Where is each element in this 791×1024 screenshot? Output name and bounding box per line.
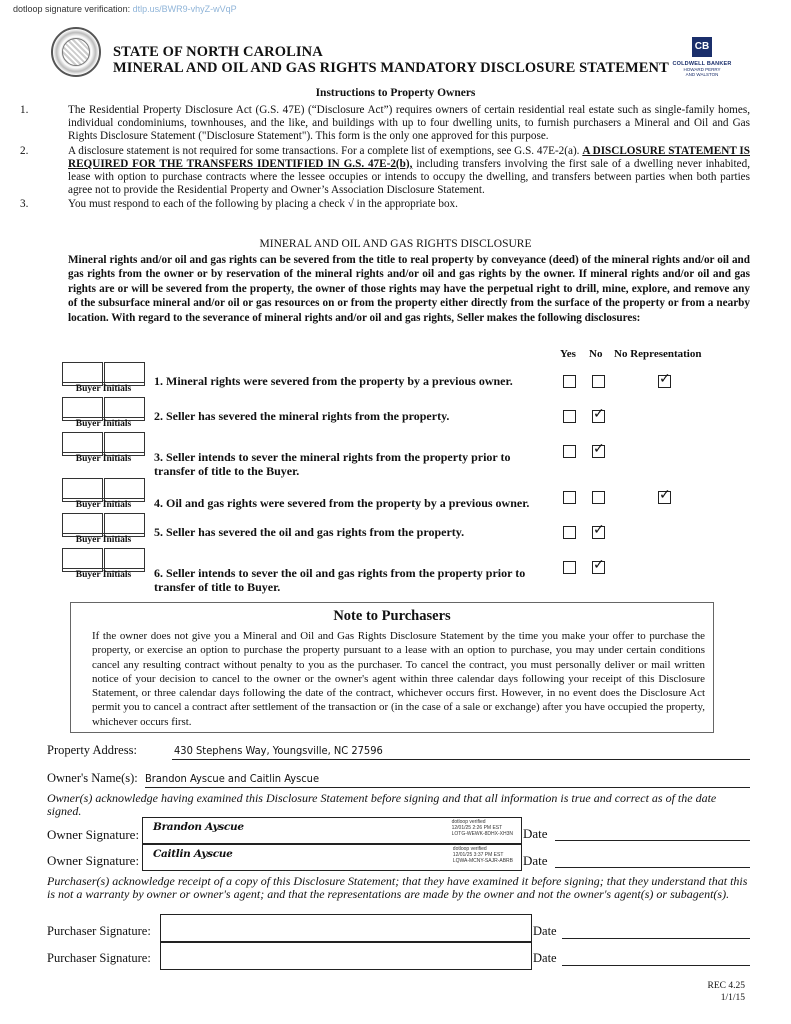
property-address-field[interactable] [172,744,750,760]
verification-link[interactable]: dtlp.us/BWR9-vhyZ-wVqP [132,4,237,14]
owner-date-label-1: Date [523,826,548,841]
instruction-item-1: 1. The Residential Property Disclosure Act (G.S. 47E) (“Disclosure Act”) requires owners of certain residential real estate such as single-family homes, individual condominiums, townhouses, and the like, and buildings with up to four dwelling units, to furnish purchasers a Mineral and Oil and Gas Rights Disclosure Statement ("Disclosure Statement"). This form is the only one approved for this purpose. [20,104,750,143]
buyer-initials [62,397,145,430]
buyer-initials [62,548,145,581]
verification-label: dotloop signature verification: [13,4,131,14]
checkbox-no[interactable] [592,522,605,539]
purchaser-date-label-2: Date [533,951,557,965]
property-address-label: Property Address: [47,743,137,757]
buyer-initials [62,362,145,395]
instruction-item-3: 3. You must respond to each of the following by placing a check √ in the appropriate box. [20,198,458,211]
checkbox-yes[interactable] [563,445,576,458]
column-header-no-representation: No Representation [614,348,702,360]
purchaser-signature-label-1: Purchaser Signature: [47,924,151,938]
page-title [113,44,669,76]
dotloop-verified-stamp-1: dotloop verified 12/01/25 2:26 PM EST LOTG-WEWK-8DHX-XH3N [451,819,513,837]
owner-signature-label-2: Owner Signature: [47,853,140,868]
checkbox-no[interactable] [592,491,605,504]
question-text: 3. Seller intends to sever the mineral rights from the property prior to transfer of title to the Buyer. [154,450,511,478]
checkbox-no-rep[interactable] [658,487,671,504]
question-text: 6. Seller intends to sever the oil and gas rights from the property prior to transfer of title to Buyer. [154,566,526,594]
checkmark-icon: ✓ [659,487,671,503]
buyer-initials-label: Buyer Initials [62,452,145,465]
instruction-item-2: 2. A disclosure statement is not required for some transactions. For a complete list of exemptions, see G.S. 47E-2(a). A DISCLOSURE STATEMENT IS REQUIRED FOR THE TRANSFERS IDENTIFIED IN G.S. 47E-2(b), including transfers involving the first sale of a dwelling never inhabited, lease with option to purchase contracts where the lessee occupies or intends to occupy the dwelling, and transfers between parties when both parties agree not to provide the Residential Property and Owner’s Association Disclosure Statement. [20,144,751,197]
checkbox-yes[interactable] [563,561,576,574]
form-footer [708,980,745,1004]
owners-name-label: Owner's Name(s): [47,771,138,785]
checkbox-no[interactable] [592,375,605,388]
coldwell-banker-logo [657,37,747,77]
checkmark-icon: ✓ [593,557,605,573]
required-transfers-notice: A DISCLOSURE STATEMENT IS REQUIRED FOR THE TRANSFERS IDENTIFIED IN G.S. 47E-2(b), [68,144,750,170]
checkbox-yes[interactable] [563,491,576,504]
purchaser-signature-label-2: Purchaser Signature: [47,951,151,965]
form-revision: 1/1/15 [720,993,745,1003]
dotloop-verified-stamp-2: dotloop verified 12/01/25 3:37 PM EST LQWA-MCNY-SAJR-ABRB [452,846,513,864]
buyer-initials [62,478,145,511]
buyer-initials [62,513,145,546]
buyer-initials-label: Buyer Initials [62,382,145,395]
note-text: If the owner does not give you a Mineral and Oil and Gas Rights Disclosure Statement by the time you make your offer to purchase the property, or exercise an option to purchase the property pursuant to a lease with an option to purchase, you may under certain conditions cancel any resulting contract without penalty to you as the purchaser. To cancel the contract, you must personally deliver or mail written notice of your decision to cancel to the owner or the owner's agent within three calendar days following your receipt of this Disclosure Statement, or three calendar days following the date of the contract, whichever occurs first. However, in no event does the Disclosure Act permit you to cancel a contract after settlement of the transaction or (in the case of a sale or exchange) after you have occupied the property, whichever occurs first. [92,630,705,728]
owner-signature-field-1[interactable] [142,817,522,844]
owner-signature-2: Caitlin Ayscue [153,848,233,860]
question-text: 4. Oil and gas rights were severed from the property by a previous owner. [154,496,530,510]
brand-sub-2: AND WALSTON [685,72,719,77]
cb-logo-icon: CB [692,37,712,57]
column-header-no: No [589,348,603,360]
checkbox-no[interactable] [592,441,605,458]
checkbox-yes[interactable] [563,410,576,423]
purchaser-date-field-2[interactable] [562,951,750,966]
buyer-initials [62,432,145,465]
property-address-value: 430 Stephens Way, Youngsville, NC 27596 [174,744,383,757]
column-header-yes: Yes [560,348,576,360]
purchaser-date-label-1: Date [533,924,557,938]
note-heading: Note to Purchasers [333,608,451,624]
title-line-2: MINERAL AND OIL AND GAS RIGHTS MANDATORY DISCLOSURE STATEMENT [113,60,669,76]
owners-name-value: Brandon Ayscue and Caitlin Ayscue [145,772,320,785]
checkmark-icon: ✓ [593,522,605,538]
form-number: REC 4.25 [707,981,745,991]
owner-date-field-1[interactable] [555,826,750,841]
disclosure-heading: MINERAL AND OIL AND GAS RIGHTS DISCLOSURE [259,238,532,250]
checkmark-icon: ✓ [659,371,671,387]
purchaser-acknowledgement: Purchaser(s) acknowledge receipt of a copy of this Disclosure Statement; that they have examined it before signing; that they understand that this is not a warranty by owner or owner's agent; and that the representations are made by the owner and not the owner's agent(s) or subagent(s). [47,874,748,901]
checkbox-yes[interactable] [563,526,576,539]
checkbox-no[interactable] [592,406,605,423]
disclosure-text: Mineral rights and/or oil and gas rights can be severed from the title to real property by conveyance (deed) of the mineral rights and/or oil and gas rights from the owner or by reservation of the mineral rights and/or oil and gas rights by the owner. If mineral rights and/or oil and gas rights are or will be severed from the property, the owner of those rights may have the perpetual right to drill, mine, explore, and remove any of the subsurface mineral and/or oil or gas resources on or from the property either directly from the surface of the property or from a nearby location. With regard to the severance of mineral rights and/or oil and gas rights, Seller makes the following disclosures: [68,254,750,324]
buyer-initials-label: Buyer Initials [62,533,145,546]
checkbox-no[interactable] [592,557,605,574]
checkmark-icon: ✓ [593,441,605,457]
owner-signature-label-1: Owner Signature: [47,827,140,842]
brand-name: COLDWELL BANKER [672,61,732,67]
owners-name-field[interactable] [145,772,750,788]
owner-date-field-2[interactable] [555,853,750,868]
instructions-heading: Instructions to Property Owners [315,87,476,99]
nc-real-estate-commission-seal-icon [51,27,101,77]
checkbox-yes[interactable] [563,375,576,388]
checkmark-icon: ✓ [593,406,605,422]
owner-date-label-2: Date [523,853,548,868]
title-line-1: STATE OF NORTH CAROLINA [113,44,323,60]
buyer-initials-label: Buyer Initials [62,498,145,511]
buyer-initials-label: Buyer Initials [62,568,145,581]
owner-signature-field-2[interactable] [142,844,522,871]
buyer-initials-label: Buyer Initials [62,417,145,430]
brand-sub-1: HOWARD PERRY [683,67,721,72]
question-text: 1. Mineral rights were severed from the property by a previous owner. [154,374,513,388]
note-to-purchasers [70,602,714,733]
checkbox-no-rep[interactable] [658,371,671,388]
purchaser-signature-field-1[interactable] [160,914,532,942]
purchaser-signature-field-2[interactable] [160,942,532,970]
instructions-list [20,104,750,213]
owner-acknowledgement: Owner(s) acknowledge having examined this Disclosure Statement before signing and that all information is true and correct as of the date signed. [47,791,717,818]
question-text: 2. Seller has severed the mineral rights from the property. [154,409,450,423]
dotloop-verification [13,4,237,14]
question-text: 5. Seller has severed the oil and gas rights from the property. [154,525,465,539]
owner-signature-1: Brandon Ayscue [153,821,244,833]
purchaser-date-field-1[interactable] [562,924,750,939]
